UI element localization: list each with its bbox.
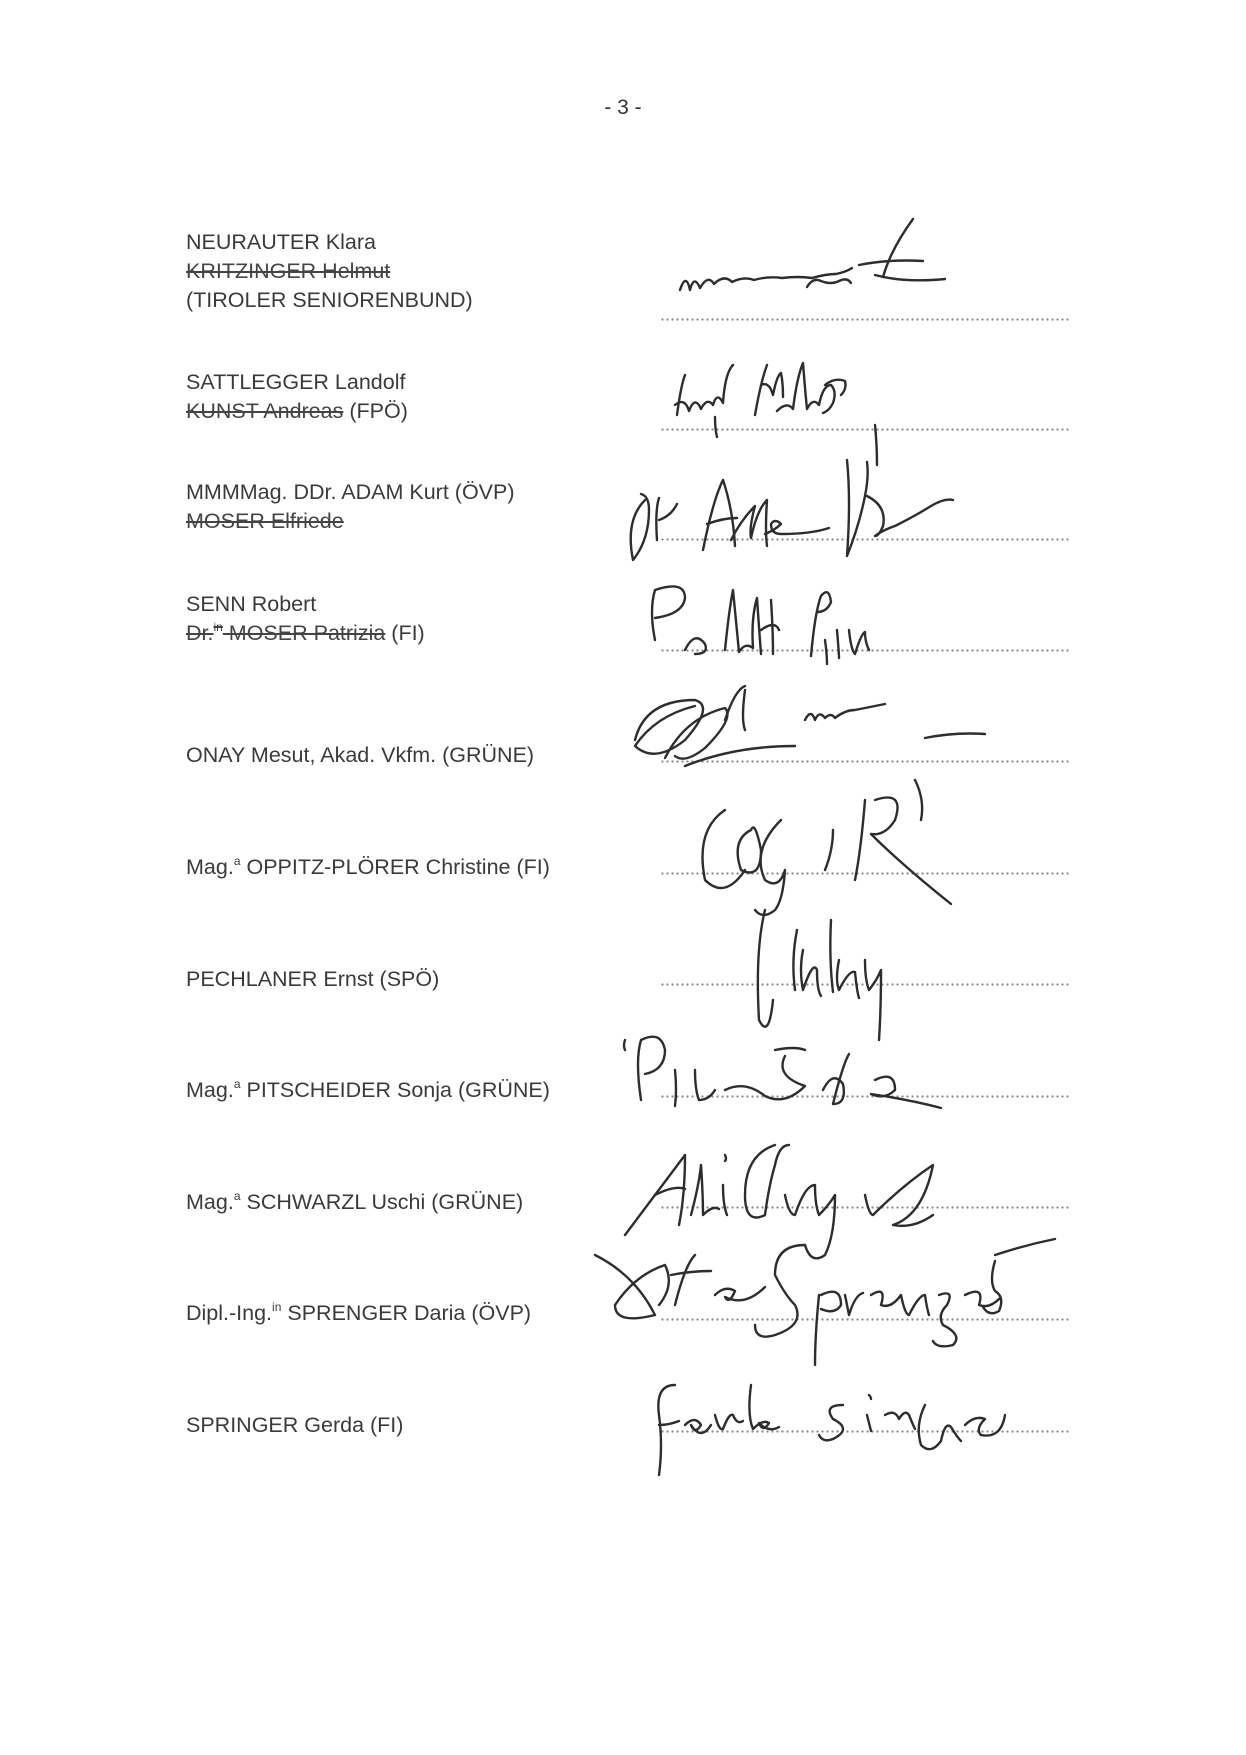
name-text: MMMMag. DDr. ADAM Kurt (ÖVP) xyxy=(186,480,515,504)
name-text: NEURAUTER Klara xyxy=(186,230,376,254)
name-text: Dipl.-Ing. xyxy=(186,1301,273,1325)
signature-neurauter xyxy=(575,215,1135,325)
title-superscript: in xyxy=(272,1300,282,1314)
name-text: (FI) xyxy=(385,621,425,645)
title-superscript: a xyxy=(233,1189,241,1203)
title-superscript: a xyxy=(233,854,241,868)
name-text: Mag. xyxy=(186,855,234,879)
name-text: PECHLANER Ernst (SPÖ) xyxy=(186,967,440,991)
signature-adam xyxy=(575,440,1135,580)
name-text: SPRENGER Daria (ÖVP) xyxy=(281,1301,532,1325)
signature-senn xyxy=(575,560,1135,670)
title-superscript: a xyxy=(233,1077,241,1091)
struck-name-text: MOSER Elfriede xyxy=(186,509,344,533)
struck-name-text: KRITZINGER Helmut xyxy=(186,259,391,283)
name-text: ONAY Mesut, Akad. Vkfm. (GRÜNE) xyxy=(186,743,535,767)
name-text: SATTLEGGER Landolf xyxy=(186,370,406,394)
struck-name-text: in xyxy=(213,620,223,634)
signature-pitscheider xyxy=(575,1010,1135,1120)
name-text: Mag. xyxy=(186,1190,234,1214)
page-number: - 3 - xyxy=(604,96,642,119)
name-text: (FPÖ) xyxy=(343,399,408,423)
name-text: Mag. xyxy=(186,1078,234,1102)
struck-name-text: KUNST Andreas xyxy=(186,399,344,423)
name-text: OPPITZ-PLÖRER Christine (FI) xyxy=(240,855,550,879)
signature-springer xyxy=(575,1345,1135,1475)
signature-onay xyxy=(575,670,1135,780)
name-text: SENN Robert xyxy=(186,592,317,616)
struck-name-text: Dr. xyxy=(186,621,214,645)
name-text: (TIROLER SENIORENBUND) xyxy=(186,288,473,312)
struck-name-text: MOSER Patrizia xyxy=(222,621,386,645)
name-text: SPRINGER Gerda (FI) xyxy=(186,1413,404,1437)
name-text: SCHWARZL Uschi (GRÜNE) xyxy=(240,1190,524,1214)
name-text: PITSCHEIDER Sonja (GRÜNE) xyxy=(240,1078,550,1102)
